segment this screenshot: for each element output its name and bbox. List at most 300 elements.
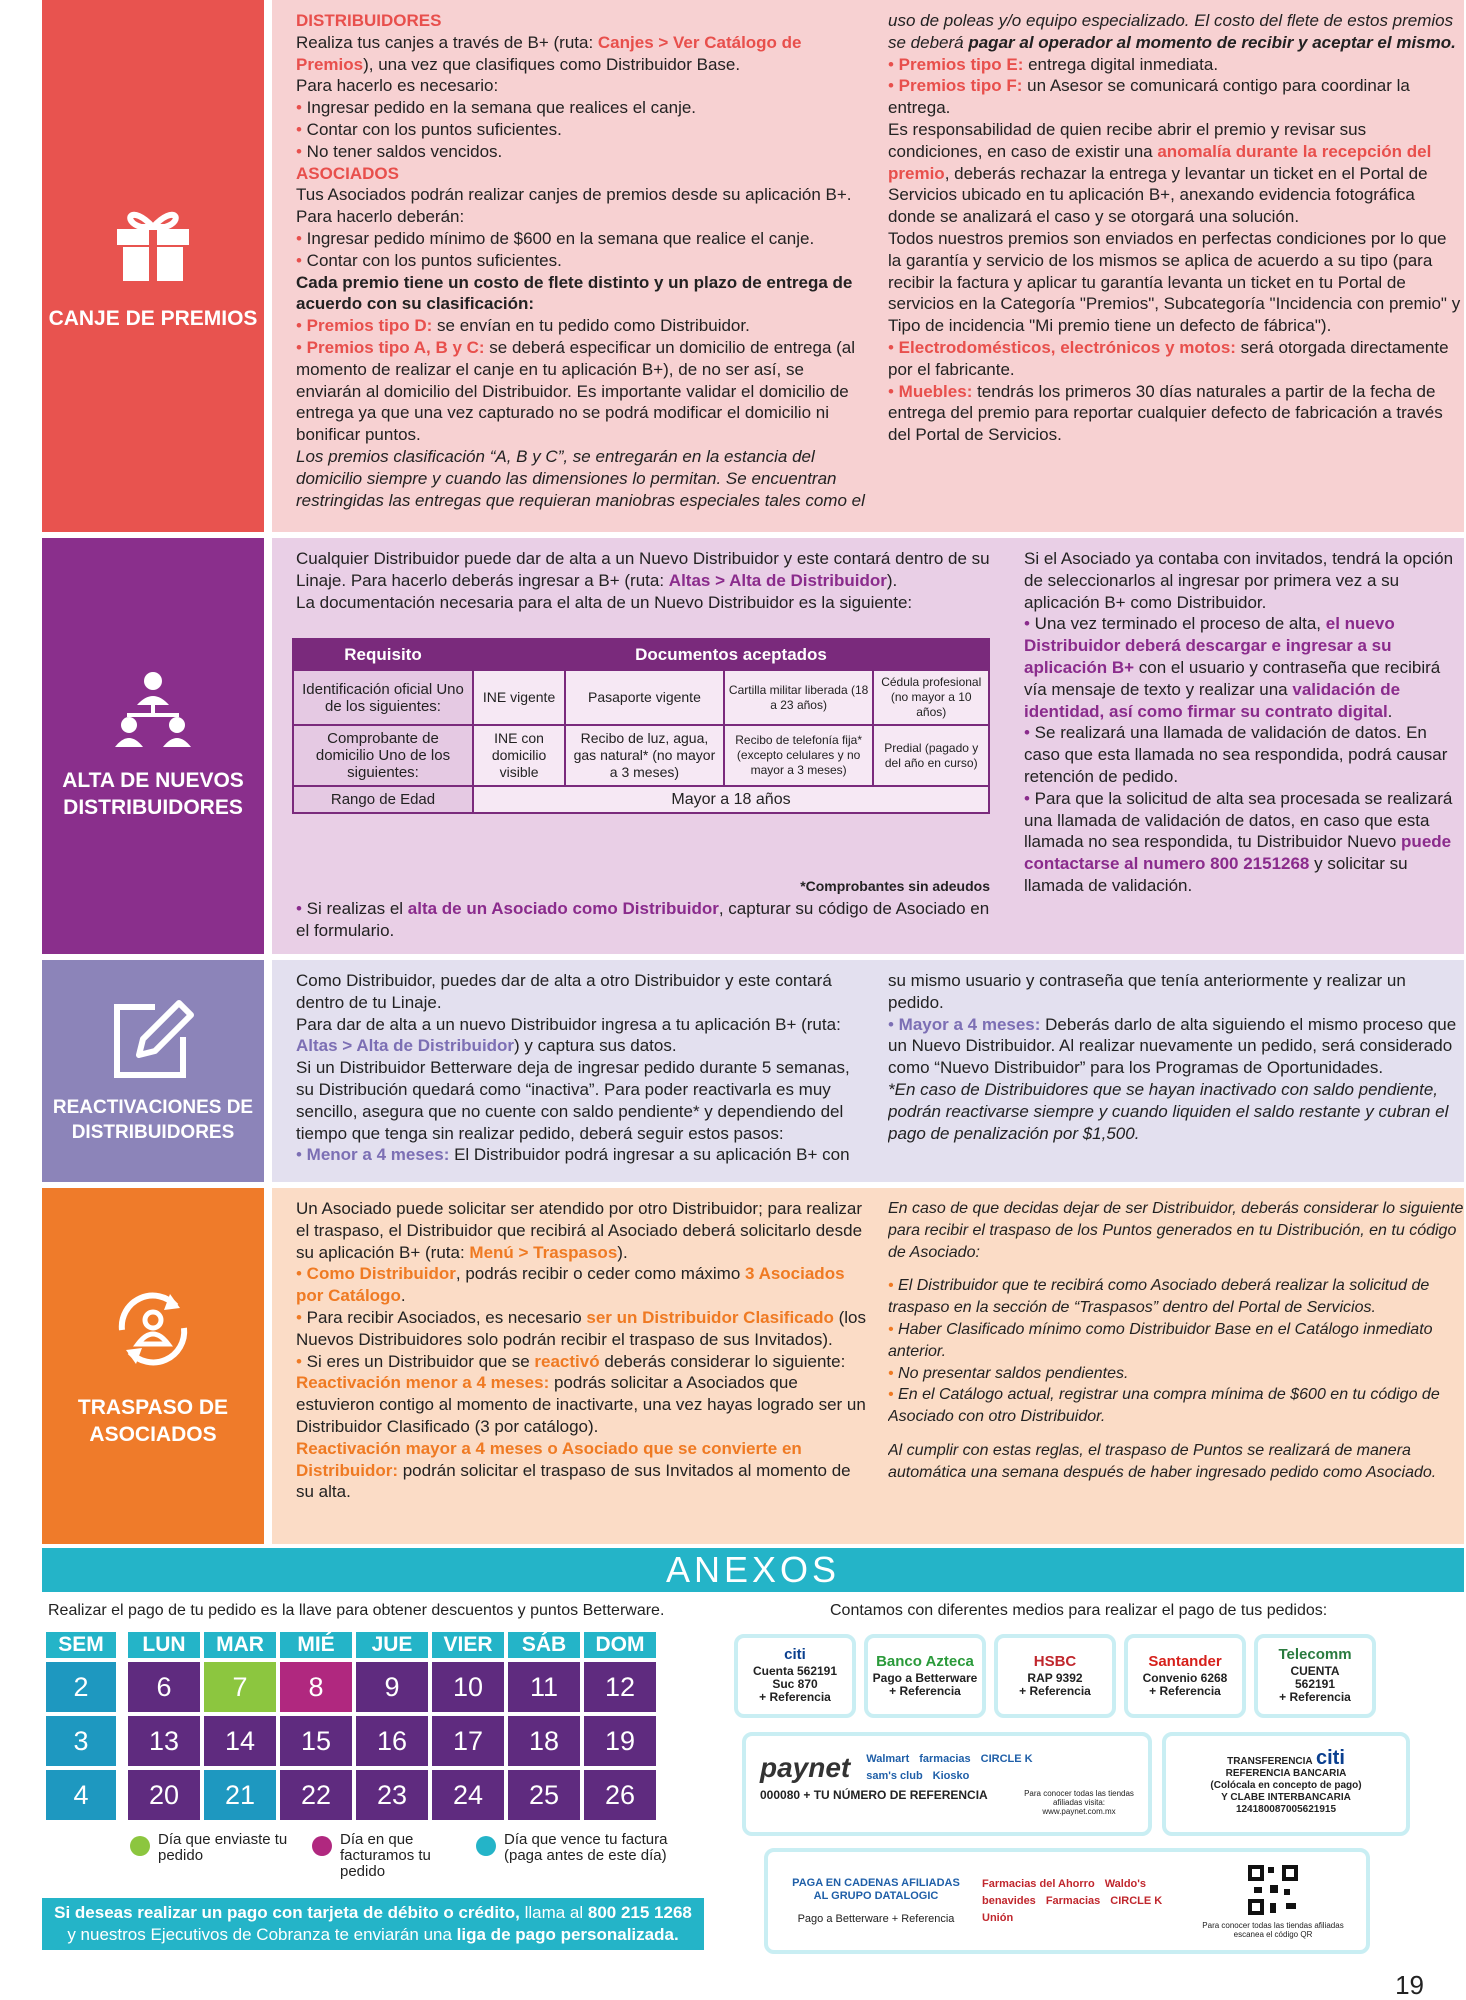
bullet: • (1024, 614, 1030, 634)
highlight-text: reactivó (534, 1351, 600, 1371)
canje-title: CANJE DE PREMIOS (48, 306, 258, 330)
bullet: • (888, 1386, 894, 1404)
highlight-text: Mayor a 4 meses: (893, 1014, 1041, 1034)
highlight-text: alta de un Asociado como Distribuidor (407, 899, 719, 918)
datalogic-reference: Pago a Betterware + Referencia (797, 1912, 955, 1925)
cta-text: Si deseas realizar un pago con tarjeta de débito o crédito, (54, 1903, 520, 1922)
bank-detail: 562191 (1294, 1677, 1336, 1691)
week-number: 3 (46, 1716, 116, 1766)
list-item: Farmacias del Ahorro (982, 1877, 1095, 1890)
calendar-day: 8 (280, 1662, 352, 1712)
body-text: Si realizas el (301, 899, 408, 918)
section-alta (42, 538, 1464, 954)
reactivaciones-body (272, 960, 1464, 1182)
body-text: Como Distribuidor, puedes dar de alta a otro Distribuidor y este contará dentro de tu Linaje. (296, 971, 832, 1012)
bullet: • (296, 250, 302, 270)
paragraph (888, 381, 1464, 446)
calendar-day: 12 (584, 1662, 656, 1712)
user-transfer-icon (108, 1284, 198, 1374)
body-text: El Distribuidor que te recibirá como Asociado deberá realizar la solicitud de traspaso en la sección de “Traspasos” dentro del Portal de Servicios. (888, 1277, 1430, 1317)
section-traspaso (42, 1188, 1464, 1544)
week-number: 2 (46, 1662, 116, 1712)
bank-card (1124, 1634, 1246, 1718)
calendar-day: 13 (128, 1716, 200, 1766)
bullet: • (888, 337, 894, 357)
bullet: • (1024, 788, 1030, 808)
paragraph (296, 548, 996, 592)
edit-icon (109, 997, 197, 1081)
body-text: con el usuario y contraseña que recibirá vía mensaje de texto y realizar una (1024, 657, 1441, 699)
highlight-text: ser un Distribuidor Clasificado (586, 1307, 834, 1327)
bank-logo: HSBC (1033, 1652, 1077, 1670)
alta-bottom-note (296, 898, 996, 942)
calendar-header: VIER (432, 1632, 504, 1658)
body-text: Si el Asociado ya contaba con invitados, tendrá la opción de seleccionarlos al ingresar por primera vez a su aplicación B+ como Distribuidor. (1024, 549, 1454, 612)
list-item: Y CLABE INTERBANCARIA (1221, 1792, 1351, 1803)
body-text: Ingresar pedido mínimo de $600 en la semana que realice el canje. (301, 228, 815, 248)
body-text: Para hacerlo es necesario: (296, 76, 499, 96)
highlight-text: Reactivación menor a 4 meses: (296, 1373, 550, 1393)
cta-text: llama al (519, 1903, 588, 1922)
list-item: farmacias (919, 1752, 971, 1765)
reactivaciones-side-panel (42, 960, 264, 1182)
paragraph (296, 970, 872, 1014)
body-text: (los Nuevos Distribuidores solo podrán recibir el traspaso de sus Invitados). (296, 1307, 866, 1349)
legend-dot (130, 1836, 150, 1856)
list-item: AL GRUPO DATALOGIC (813, 1889, 939, 1902)
paragraph (888, 1440, 1464, 1484)
paragraph (888, 1363, 1464, 1385)
reactivaciones-left-column (296, 970, 872, 1178)
bank-logo: Telecomm (1278, 1646, 1352, 1663)
list-item: PAGA EN CADENAS AFILIADAS (792, 1876, 960, 1889)
legend-label: Día que enviaste tu pedido (158, 1831, 288, 1864)
paragraph (296, 97, 872, 119)
body-text: Tus Asociados podrán realizar canjes de premios desde su aplicación B+. Para hacerlo deberán: (296, 185, 852, 227)
highlight-text: Menor a 4 meses: (301, 1145, 450, 1165)
reactivaciones-right-column (888, 970, 1464, 1178)
body-text: Un Asociado puede solicitar ser atendido por otro Distribuidor; para realizar el traspaso, el Distribuidor que recibirá al Asociado deberá solicitarlo desde su aplicación B+ (ruta: (296, 1199, 863, 1262)
body-text: Todos nuestros premios son enviados en perfectas condiciones por lo que la garantía y servicio de los mismos se aplica de acuerdo a su tipo (para recibir la factura y aplicar tu garantía levanta un ticket en tu Portal de servicios en la Categoría "Premios", Subcategoría "Incidencia con premio" y Tipo de incidencia "Mi premio tiene un defecto de fábrica"). (888, 228, 1461, 336)
paragraph (296, 32, 872, 76)
paragraph (888, 119, 1464, 228)
paragraph (296, 119, 872, 141)
calendar-day: 17 (432, 1716, 504, 1766)
cta-phone: 800 215 1268 (587, 1903, 692, 1922)
qr-block (1198, 1863, 1348, 1939)
body-text: ). (617, 1242, 628, 1262)
calendar-day: 21 (204, 1770, 276, 1820)
body-text: entrega digital inmediata. (1023, 54, 1219, 74)
body-text: Para dar de alta a un nuevo Distribuidor ingresa a tu aplicación B+ (ruta: (296, 1014, 841, 1034)
paragraph (888, 54, 1464, 76)
canje-body (272, 0, 1464, 532)
bank-detail: Pago a Betterware (872, 1670, 978, 1685)
list-item: Waldo's (1104, 1877, 1147, 1890)
body-text: su mismo usuario y contraseña que tenía anteriormente y realizar un pedido. (888, 971, 1406, 1012)
paragraph (888, 1263, 1464, 1275)
body-text: , deberás rechazar la entrega y levantar un ticket en el Portal de Servicios ubicado en tu aplicación B+, anexando evidencia fotográfica donde se analizará el caso y se otorgará una solución. (888, 163, 1428, 227)
table-row (293, 786, 989, 813)
body-text: No tener saldos vencidos. (301, 141, 503, 161)
traspaso-title: TRASPASO DE ASOCIADOS (77, 1396, 229, 1446)
bullet: • (296, 141, 302, 161)
calendar-header: SEM (46, 1632, 116, 1658)
table-cell: Recibo de luz, agua, gas natural* (no mayor a 3 meses) (565, 725, 724, 786)
body-text: El Distribuidor podrá ingresar a su aplicación B+ con (449, 1145, 850, 1165)
calendar-day: 18 (508, 1716, 580, 1766)
body-text: . (400, 1286, 406, 1306)
paragraph (888, 1014, 1464, 1079)
paynet-logo: paynet (760, 1752, 851, 1783)
body-text: Para recibir Asociados, es necesario (301, 1307, 587, 1327)
calendar-day: 14 (204, 1716, 276, 1766)
citi-logo: citi (1316, 1747, 1345, 1769)
paragraph (296, 1144, 872, 1166)
list-item: REFERENCIA BANCARIA (1225, 1768, 1347, 1779)
paragraph (296, 184, 872, 228)
list-item: 124180087005621915 (1235, 1804, 1337, 1815)
bank-detail: RAP 9392 (1027, 1670, 1083, 1685)
legend-sent (130, 1832, 290, 1864)
bullet: • (888, 1277, 894, 1295)
body-text: Si eres un Distribuidor que se (301, 1351, 535, 1371)
paragraph (296, 1307, 872, 1351)
paynet-reference: 000080 + TU NÚMERO DE REFERENCIA (760, 1787, 988, 1802)
cta-text: y nuestros Ejecutivos de Cobranza te enviarán una (67, 1925, 457, 1944)
bank-detail: Convenio 6268 (1142, 1670, 1228, 1685)
highlight-text: Menú > Traspasos (469, 1242, 618, 1262)
paragraph (296, 446, 872, 511)
calendar-week (46, 1662, 656, 1712)
calendar-day: 26 (584, 1770, 656, 1820)
paragraph (296, 315, 872, 337)
calendar-caption: Realizar el pago de tu pedido es la llave para obtener descuentos y puntos Betterware. (48, 1602, 665, 1619)
calendar-day: 15 (280, 1716, 352, 1766)
anexos-header: ANEXOS (42, 1548, 1464, 1592)
calendar-day: 7 (204, 1662, 276, 1712)
highlight-text: el nuevo Distribuidor deberá descargar e ingresar a su aplicación B+ (1024, 614, 1395, 677)
traspaso-left-column (296, 1198, 872, 1540)
table-footnote: *Comprobantes sin adeudos (800, 878, 990, 894)
bank-logo: citi (784, 1646, 806, 1663)
paragraph (1024, 548, 1464, 613)
body-text: . (1387, 701, 1393, 721)
bullet: • (888, 1320, 894, 1338)
paragraph (1024, 613, 1464, 722)
traspaso-body (272, 1188, 1464, 1544)
alta-right-column (1024, 548, 1464, 950)
paynet-note: Para conocer todas las tiendas afiliadas visita: www.paynet.com.mx (1024, 1788, 1134, 1816)
paragraph (296, 1372, 872, 1437)
bank-detail: + Referencia (759, 1690, 831, 1704)
body-text: Cada premio tiene un costo de flete distinto y un plazo de entrega de acuerdo con su clasificación: (296, 272, 853, 314)
table-header-documentos: Documentos aceptados (473, 639, 989, 670)
cta-line-2 (42, 1924, 704, 1946)
section-reactivaciones (42, 960, 1464, 1182)
calendar-header: SÁB (508, 1632, 580, 1658)
paragraph (296, 75, 872, 97)
body-text: podrás solicitar a Asociados que estuvieron contigo al momento de inactivarte, una vez hayas logrado ser un Distribuidor Clasificado (3 por catálogo). (296, 1373, 866, 1436)
page-number: 19 (1395, 1970, 1424, 2000)
body-text: DISTRIBUIDORES (296, 11, 442, 30)
calendar-header: MAR (204, 1632, 276, 1658)
calendar-gap (120, 1662, 124, 1712)
bullet: • (888, 1364, 894, 1382)
body-text: • (296, 899, 302, 918)
paragraph (888, 1198, 1464, 1263)
canje-right-column (888, 10, 1464, 528)
body-text: La documentación necesaria para el alta de un Nuevo Distribuidor es la siguiente: (296, 592, 913, 612)
highlight-text: Reactivación mayor a 4 meses o Asociado que se convierte en Distribuidor: (296, 1438, 802, 1480)
body-text: Contar con los puntos suficientes. (301, 119, 562, 139)
body-text: Ingresar pedido en la semana que realices el canje. (301, 98, 697, 118)
table-header-requisito: Requisito (293, 639, 473, 670)
calendar-day: 24 (432, 1770, 504, 1820)
legend-dot (312, 1836, 332, 1856)
alta-side-panel (42, 538, 264, 954)
body-text: Cualquier Distribuidor puede dar de alta a un Nuevo Distribuidor y este contará dentro de su Linaje. Para hacerlo deberás ingresar a B+ (ruta: (296, 549, 990, 590)
bullet: • (888, 381, 894, 401)
card-payment-banner (42, 1898, 704, 1950)
body-text: deberás considerar lo siguiente: (599, 1351, 846, 1371)
bullet: • (296, 1145, 302, 1165)
paynet-footer (760, 1789, 1134, 1816)
bank-logo: Santander (1148, 1652, 1222, 1670)
body-text: *En caso de Distribuidores que se hayan inactivado con saldo pendiente, podrán reactivarse siempre y cuando liquiden el saldo restante y cubran el pago de penalización por $1,500. (888, 1079, 1449, 1143)
paynet-stores (866, 1753, 1086, 1783)
traspaso-right-column (888, 1198, 1464, 1540)
datalogic-text (786, 1877, 966, 1926)
body-text: un Asesor se comunicará contigo para coordinar la entrega. (888, 76, 1410, 118)
paragraph (888, 228, 1464, 337)
highlight-text: Altas > Alta de Distribuidor (296, 1036, 515, 1056)
alta-body (272, 538, 1464, 954)
bullet: • (888, 76, 894, 96)
week-number: 4 (46, 1770, 116, 1820)
bank-detail: + Referencia (1019, 1683, 1091, 1698)
bank-card (734, 1634, 856, 1718)
row-label: Rango de Edad (293, 786, 473, 813)
paragraph (296, 250, 872, 272)
body-text: podrán solicitar el traspaso de sus Invitados al momento de su alta. (296, 1460, 851, 1502)
highlight-text: pagar al operador al momento de recibir y aceptar el mismo. (968, 32, 1456, 52)
highlight-text: 3 Asociados por Catálogo (296, 1264, 845, 1306)
canje-side-panel (42, 0, 264, 532)
bank-card (864, 1634, 986, 1718)
body-text: se deberá especificar un domicilio de entrega (al momento de realizar el canje en tu aplicación B+), de no ser así, se enviarán al domicilio del Distribuidor. Es importante validar el domicilio de entrega ya que una vez capturado no se podrá modificar el domicilio ni bonificar puntos. (296, 337, 856, 445)
paragraph (888, 75, 1464, 119)
transfer-lines (1210, 1768, 1361, 1816)
calendar-day: 20 (128, 1770, 200, 1820)
payment-caption: Contamos con diferentes medios para realizar el pago de tus pedidos: (830, 1602, 1328, 1619)
paragraph (296, 592, 996, 614)
cta-text: liga de pago personalizada. (456, 1925, 679, 1944)
calendar-gap (120, 1632, 124, 1658)
gift-icon (111, 201, 195, 285)
body-text: uso de poleas y/o equipo especializado. El costo del flete de estos premios se deberá (888, 11, 1454, 52)
highlight-text: Como Distribuidor (301, 1264, 456, 1284)
bullet: • (296, 337, 302, 357)
calendar-day: 6 (128, 1662, 200, 1712)
paragraph (888, 1319, 1464, 1363)
canje-left-column (296, 10, 872, 528)
paragraph (296, 1438, 872, 1503)
highlight-text: Canjes > Ver Catálogo de Premios (296, 32, 802, 74)
body-text: Contar con los puntos suficientes. (301, 250, 562, 270)
list-item: Walmart (866, 1752, 910, 1765)
body-text: ASOCIADOS (296, 163, 399, 183)
table-row (293, 670, 989, 725)
table-cell: INE vigente (473, 670, 565, 725)
body-text: , podrás recibir o ceder como máximo (455, 1264, 746, 1284)
bullet: • (296, 1264, 302, 1284)
calendar-day: 11 (508, 1662, 580, 1712)
body-text: ), una vez que clasifiques como Distribuidor Base. (363, 54, 741, 74)
legend-billed (312, 1832, 462, 1880)
bullet: • (296, 316, 302, 336)
body-text: Para que la solicitud de alta sea procesada se realizará una llamada de validación de datos, en caso que esta llamada no sea respondida, tu Distribuidor Nuevo (1024, 788, 1453, 852)
paragraph (888, 970, 1464, 1014)
body-text: Deberás darlo de alta siguiendo el mismo proceso que un Nuevo Distribuidor. Al realizar nuevamente un pedido, será considerado como “Nuevo Distribuidor” para los Programas de Oportunidades. (888, 1014, 1457, 1078)
datalogic-note: Para conocer todas las tiendas afiliadas escanea el código QR (1202, 1921, 1344, 1939)
bank-detail: + Referencia (1279, 1690, 1351, 1704)
paragraph (296, 141, 872, 163)
calendar-header: DOM (584, 1632, 656, 1658)
table-cell: Recibo de telefonía fija* (excepto celulares y no mayor a 3 meses) (724, 725, 874, 786)
highlight-text: Premios tipo E: (893, 54, 1024, 74)
calendar-day: 22 (280, 1770, 352, 1820)
table-cell: Predial (pagado y del año en curso) (873, 725, 989, 786)
body-text: Realiza tus canjes a través de B+ (ruta: (296, 32, 598, 52)
highlight-text: puede contactarse al numero 800 2151268 (1024, 832, 1452, 874)
row-label: Comprobante de domicilio Uno de los siguientes: (293, 725, 473, 786)
paragraph (888, 10, 1464, 54)
calendar-header: JUE (356, 1632, 428, 1658)
body-text: Al cumplir con estas reglas, el traspaso de Puntos se realizará de manera automática una semana después de haber ingresado pedido como Asociado. (888, 1441, 1437, 1481)
legend-label: Día que vence tu factura (paga antes de este día) (504, 1831, 668, 1864)
paragraph (888, 1275, 1464, 1319)
body-text: Se realizará una llamada de validación de datos. En caso que esta llamada no sea respondida, podrá causar retención de pedido. (1024, 723, 1448, 786)
body-text: y solicitar su llamada de validación. (1024, 854, 1408, 895)
paragraph (296, 10, 872, 32)
paynet-card (742, 1732, 1152, 1836)
paragraph (296, 1351, 872, 1373)
highlight-text: anomalía durante la recepción del premio (888, 141, 1432, 183)
paragraph (1024, 788, 1464, 897)
body-text: Una vez terminado el proceso de alta, (1029, 614, 1326, 634)
bullet: • (296, 1307, 302, 1327)
calendar-header: LUN (128, 1632, 200, 1658)
highlight-text: validación de identidad, así como firmar su contrato digital (1024, 679, 1401, 721)
datalogic-card (764, 1848, 1370, 1954)
bank-detail: Cuenta 562191 (752, 1664, 838, 1678)
calendar-gap (120, 1716, 124, 1766)
paragraph (296, 1057, 872, 1144)
bank-card (1254, 1634, 1376, 1718)
paragraph (296, 1263, 872, 1307)
body-text: Si un Distribuidor Betterware deja de ingresar pedido durante 5 semanas, su Distribución quedará como “inactiva”. Para poder reactivarla es muy sencillo, asegura que no cuente con saldo pendiente* y dependiendo del tiempo que tenga sin realizar pedido, deberá seguir estos pasos: (296, 1058, 850, 1143)
paragraph (296, 272, 872, 316)
cta-line-1 (42, 1902, 704, 1924)
payment-calendar (42, 1628, 660, 1824)
paragraph (296, 163, 872, 185)
list-item: Kiosko (932, 1769, 970, 1782)
traspaso-side-panel (42, 1188, 264, 1544)
table-cell: Cédula profesional (no mayor a 10 años) (873, 670, 989, 725)
paragraph (296, 228, 872, 250)
bank-detail: CUENTA (1290, 1664, 1340, 1678)
calendar-day: 25 (508, 1770, 580, 1820)
bullet: • (888, 1014, 894, 1034)
paragraph (296, 1014, 872, 1058)
row-label: Identificación oficial Uno de los siguientes: (293, 670, 473, 725)
calendar-day: 16 (356, 1716, 428, 1766)
body-text: En el Catálogo actual, registrar una compra mínima de $600 en tu código de Asociado con otro Distribuidor. (888, 1386, 1440, 1426)
list-item: CIRCLE K (980, 1752, 1033, 1765)
legend-due (476, 1832, 676, 1864)
list-item: benavides (982, 1894, 1036, 1907)
qr-code-icon (1246, 1863, 1300, 1917)
highlight-text: Premios tipo D: (301, 316, 433, 336)
paragraph (888, 337, 1464, 381)
paragraph (888, 1384, 1464, 1428)
list-item: (Colócala en concepto de pago) (1210, 1780, 1362, 1791)
bank-logo: Banco Azteca (876, 1652, 974, 1670)
transfer-header (1227, 1747, 1345, 1769)
bullet: • (1024, 723, 1030, 743)
calendar-day: 23 (356, 1770, 428, 1820)
calendar-day: 9 (356, 1662, 428, 1712)
highlight-text: Premios tipo A, B y C: (301, 337, 485, 357)
highlight-text: Altas > Alta de Distribuidor (668, 570, 887, 590)
list-item: CIRCLE K (1110, 1894, 1163, 1907)
paragraph (296, 1198, 872, 1263)
table-cell: Cartilla militar liberada (18 a 23 años) (724, 670, 874, 725)
highlight-text: Electrodomésticos, electrónicos y motos: (893, 337, 1236, 357)
alta-title: ALTA DE NUEVOS DISTRIBUIDORES (62, 769, 244, 819)
body-text: No presentar saldos pendientes. (893, 1364, 1129, 1382)
body-text: , capturar su código de Asociado en el formulario. (296, 899, 990, 940)
table-cell: Pasaporte vigente (565, 670, 724, 725)
bullet: • (296, 228, 302, 248)
bank-detail: Suc 870 (772, 1677, 818, 1691)
body-text: será otorgada directamente por el fabricante. (888, 337, 1449, 379)
paragraph (888, 1428, 1464, 1440)
bullet: • (296, 119, 302, 139)
transfer-label: TRANSFERENCIA (1227, 1756, 1313, 1767)
calendar-gap (120, 1770, 124, 1820)
reactivaciones-title: REACTIVACIONES DE DISTRIBUIDORES (52, 1097, 254, 1143)
table-row (293, 725, 989, 786)
calendar-header: MIÉ (280, 1632, 352, 1658)
bullet: • (888, 54, 894, 74)
list-item: Unión (982, 1911, 1014, 1924)
calendar-week (46, 1716, 656, 1766)
body-text: ) y captura sus datos. (514, 1036, 677, 1056)
requirements-table (292, 638, 990, 814)
legend-dot (476, 1836, 496, 1856)
table-cell: INE con domicilio visible (473, 725, 565, 786)
paynet-row (760, 1753, 1134, 1783)
highlight-text: Muebles: (893, 381, 973, 401)
bank-detail: + Referencia (1149, 1683, 1221, 1698)
body-text: tendrás los primeros 30 días naturales a partir de la fecha de entrega del premio para reportar cualquier defecto de fabricación a través del Portal de Servicios. (888, 381, 1443, 445)
paragraph (1024, 722, 1464, 787)
datalogic-stores (982, 1878, 1182, 1925)
legend-label: Día en que facturamos tu pedido (340, 1831, 431, 1880)
bank-detail: + Referencia (889, 1683, 961, 1698)
